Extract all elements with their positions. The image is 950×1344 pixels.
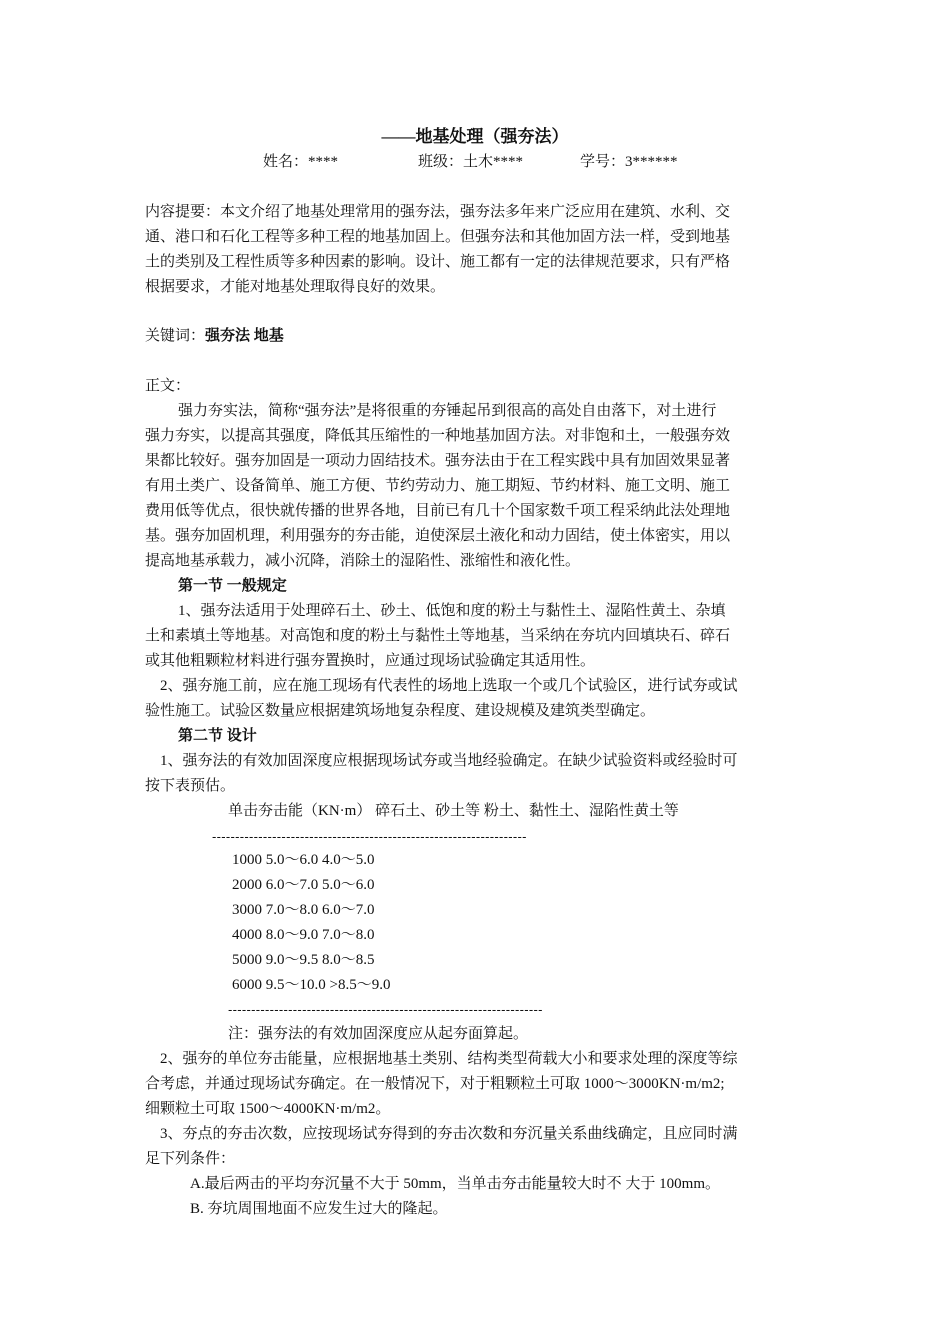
section1-p1-line: 或其他粗颗粒材料进行强夯置换时，应通过现场试验确定其适用性。 <box>145 653 596 669</box>
keywords-value: 强夯法 地基 <box>205 328 284 344</box>
intro-line: 强力夯实法，简称“强夯法”是将很重的夯锤起吊到很高的高处自由落下，对土进行 <box>178 403 717 419</box>
section2-p1-line: 按下表预估。 <box>145 778 236 794</box>
section1-p1-line: 土和素填土等地基。对高饱和度的粉土与黏性土等地基，当采纳在夯坑内回填块石、碎石 <box>145 628 731 644</box>
intro-line: 强力夯实，以提高其强度，降低其压缩性的一种地基加固方法。对非饱和土，一般强夯效 <box>145 428 731 444</box>
section1-p1-line: 1、强夯法适用于处理碎石土、砂土、低饱和度的粉土与黏性土、湿陷性黄土、杂填 <box>178 603 726 619</box>
table-row: 4000 8.0～9.0 7.0～8.0 <box>232 927 375 943</box>
keywords-label: 关键词： <box>145 328 206 344</box>
table-row: 5000 9.0～9.5 8.0～8.5 <box>232 952 375 968</box>
table-row: 1000 5.0～6.0 4.0～5.0 <box>232 852 375 868</box>
condition-item: A.最后两击的平均夯沉量不大于 50mm，当单击夯击能量较大时不 大于 100mm。 <box>190 1176 721 1192</box>
section2-p1-line: 1、强夯法的有效加固深度应根据现场试夯或当地经验确定。在缺少试验资料或经验时可 <box>160 753 738 769</box>
section2-p2-line: 合考虑，并通过现场试夯确定。在一般情况下，对于粗颗粒土可取 1000～3000KN·m/m2; <box>145 1076 725 1092</box>
intro-line: 基。强夯加固机理，利用强夯的夯击能，迫使深层土液化和动力固结，使土体密实，用以 <box>145 528 731 544</box>
table-rule-bottom: -------------------------------------------------------------------- <box>228 1002 543 1017</box>
intro-line: 有用土类广、设备简单、施工方便、节约劳动力、施工期短、节约材料、施工文明、施工 <box>145 478 731 494</box>
intro-line: 费用低等优点，很快就传播的世界各地，目前已有几十个国家数千项工程采纳此法处理地 <box>145 503 731 519</box>
intro-line: 果都比较好。强夯加固是一项动力固结技术。强夯法由于在工程实践中具有加固效果显著 <box>145 453 731 469</box>
body-label: 正文： <box>145 378 191 394</box>
section2-p3-line: 足下列条件： <box>145 1151 236 1167</box>
section2-heading: 第二节 设计 <box>178 728 257 744</box>
student-name: 姓名：**** <box>263 154 339 170</box>
section2-p2-line: 2、强夯的单位夯击能量，应根据地基土类别、结构类型荷载大小和要求处理的深度等综 <box>160 1051 738 1067</box>
abstract-line: 土的类别及工程性质等多种因素的影响。设计、施工都有一定的法律规范要求，只有严格 <box>145 254 731 270</box>
keywords <box>145 324 284 349</box>
intro-line: 提高地基承载力，减小沉降，消除土的湿陷性、涨缩性和液化性。 <box>145 553 581 569</box>
table-row: 3000 7.0～8.0 6.0～7.0 <box>232 902 375 918</box>
condition-item: B. 夯坑周围地面不应发生过大的隆起。 <box>190 1201 448 1217</box>
abstract-line: 内容提要：本文介绍了地基处理常用的强夯法，强夯法多年来广泛应用在建筑、水利、交 <box>145 204 731 220</box>
student-number: 学号：3****** <box>580 154 678 170</box>
section1-p2-line: 验性施工。试验区数量应根据建筑场地复杂程度、建设规模及建筑类型确定。 <box>145 703 656 719</box>
document-title: ——地基处理（强夯法） <box>381 127 569 146</box>
section2-p3-line: 3、夯点的夯击次数，应按现场试夯得到的夯击次数和夯沉量关系曲线确定，且应同时满 <box>160 1126 738 1142</box>
abstract-line: 通、港口和石化工程等多种工程的地基加固上。但强夯法和其他加固方法一样，受到地基 <box>145 229 731 245</box>
section1-heading: 第一节 一般规定 <box>178 578 287 594</box>
table-rule-top: -------------------------------------------------------------------- <box>212 829 527 844</box>
section1-p2-line: 2、强夯施工前，应在施工现场有代表性的场地上选取一个或几个试验区，进行试夯或试 <box>160 678 738 694</box>
table-header: 单击夯击能（KN·m） 碎石土、砂土等 粉土、黏性土、湿陷性黄土等 <box>228 803 679 819</box>
table-row: 6000 9.5～10.0 >8.5～9.0 <box>232 977 391 993</box>
section2-p2-line: 细颗粒土可取 1500～4000KN·m/m2。 <box>145 1101 391 1117</box>
table-note: 注：强夯法的有效加固深度应从起夯面算起。 <box>228 1026 529 1042</box>
table-row: 2000 6.0～7.0 5.0～6.0 <box>232 877 375 893</box>
abstract-line: 根据要求，才能对地基处理取得良好的效果。 <box>145 279 446 295</box>
student-class: 班级：土木**** <box>418 154 524 170</box>
